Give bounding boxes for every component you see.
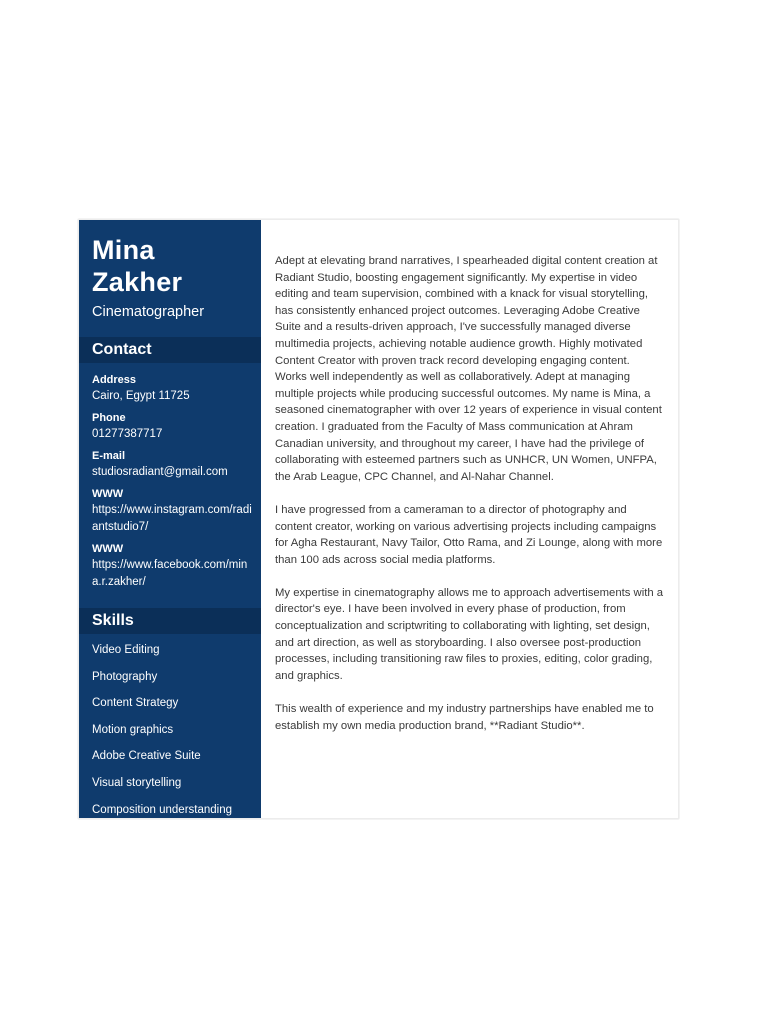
summary-section <box>261 220 678 818</box>
skills-list <box>79 634 261 819</box>
summary-paragraph: I have progressed from a cameraman to a director of photography and content creator, working on various advertising projects including campaigns for Agha Restaurant, Navy Tailor, Otto Rama, and Zi Lounge, along with more than 100 ads across social media platforms. <box>275 503 663 566</box>
skill-item: Composition understanding <box>92 803 233 816</box>
first-name: Mina <box>92 235 155 265</box>
phone-value: 01277387717 <box>92 428 163 440</box>
contact-email <box>92 448 253 481</box>
last-name: Zakher <box>92 267 183 297</box>
resume-page <box>78 219 679 819</box>
job-title: Cinematographer <box>92 304 205 320</box>
skill-item: Motion graphics <box>92 723 174 736</box>
summary-paragraph: Adept at elevating brand narratives, I spearheaded digital content creation at Radiant Studio, boosting engagement significantly. My expertise in video editing and team supervision, combined with a knack for visual storytelling, has consistently enhanced project outcomes. Leveraging Adobe Creative Suite and a results-driven approach, I've successfully managed diverse multimedia projects, achieving notable audience growth. Highly motivated Content Creator with proven track record developing engaging content. Works well independently as well as collaboratively. Adept at managing multiple projects while producing successful outcomes. My name is Mina, a seasoned cinematographer with over 12 years of experience in visual content creation. I graduated from the Faculty of Mass communication at Ahram Canadian university, and throughout my career, I have had the privilege of collaborating with esteemed partners such as UNHCR, UN Women, UNFPA, the Arab League, CPC Channel, and Al-Nahar Channel. <box>275 255 662 483</box>
skill-item: Photography <box>92 670 158 683</box>
name-block <box>79 220 261 321</box>
contact-heading: Contact <box>79 337 261 363</box>
summary-paragraph: This wealth of experience and my industry partnerships have enabled me to establish my own media production brand, **Radiant Studio**. <box>275 703 654 732</box>
skills-heading: Skills <box>79 608 261 634</box>
contact-facebook <box>92 541 253 591</box>
instagram-link[interactable]: https://www.instagram.com/radiantstudio7/ <box>92 504 252 533</box>
skill-item: Content Strategy <box>92 697 179 710</box>
contact-phone <box>92 410 253 443</box>
contact-label: WWW <box>92 488 124 500</box>
contact-address <box>92 372 253 405</box>
contact-instagram <box>92 486 253 536</box>
contact-label: Phone <box>92 412 126 424</box>
contact-list <box>79 363 261 591</box>
skill-item: Adobe Creative Suite <box>92 750 201 763</box>
summary-paragraph: My expertise in cinematography allows me to approach advertisements with a director's eye. I have been involved in every phase of production, from conceptualization and scriptwriting to collaborating with lighting, set design, and art direction, as well as storyboarding. I also oversee post-production processes, including transitioning raw files to proxies, editing, color grading, and graphics. <box>275 586 664 682</box>
contact-label: WWW <box>92 543 124 555</box>
email-link[interactable]: studiosradiant@gmail.com <box>92 466 228 478</box>
contact-label: E-mail <box>92 450 126 462</box>
facebook-link[interactable]: https://www.facebook.com/mina.r.zakher/ <box>92 559 248 588</box>
sidebar <box>79 220 261 818</box>
skill-item: Visual storytelling <box>92 776 182 789</box>
contact-label: Address <box>92 374 137 386</box>
address-value: Cairo, Egypt 11725 <box>92 390 190 402</box>
skill-item: Video Editing <box>92 644 160 656</box>
